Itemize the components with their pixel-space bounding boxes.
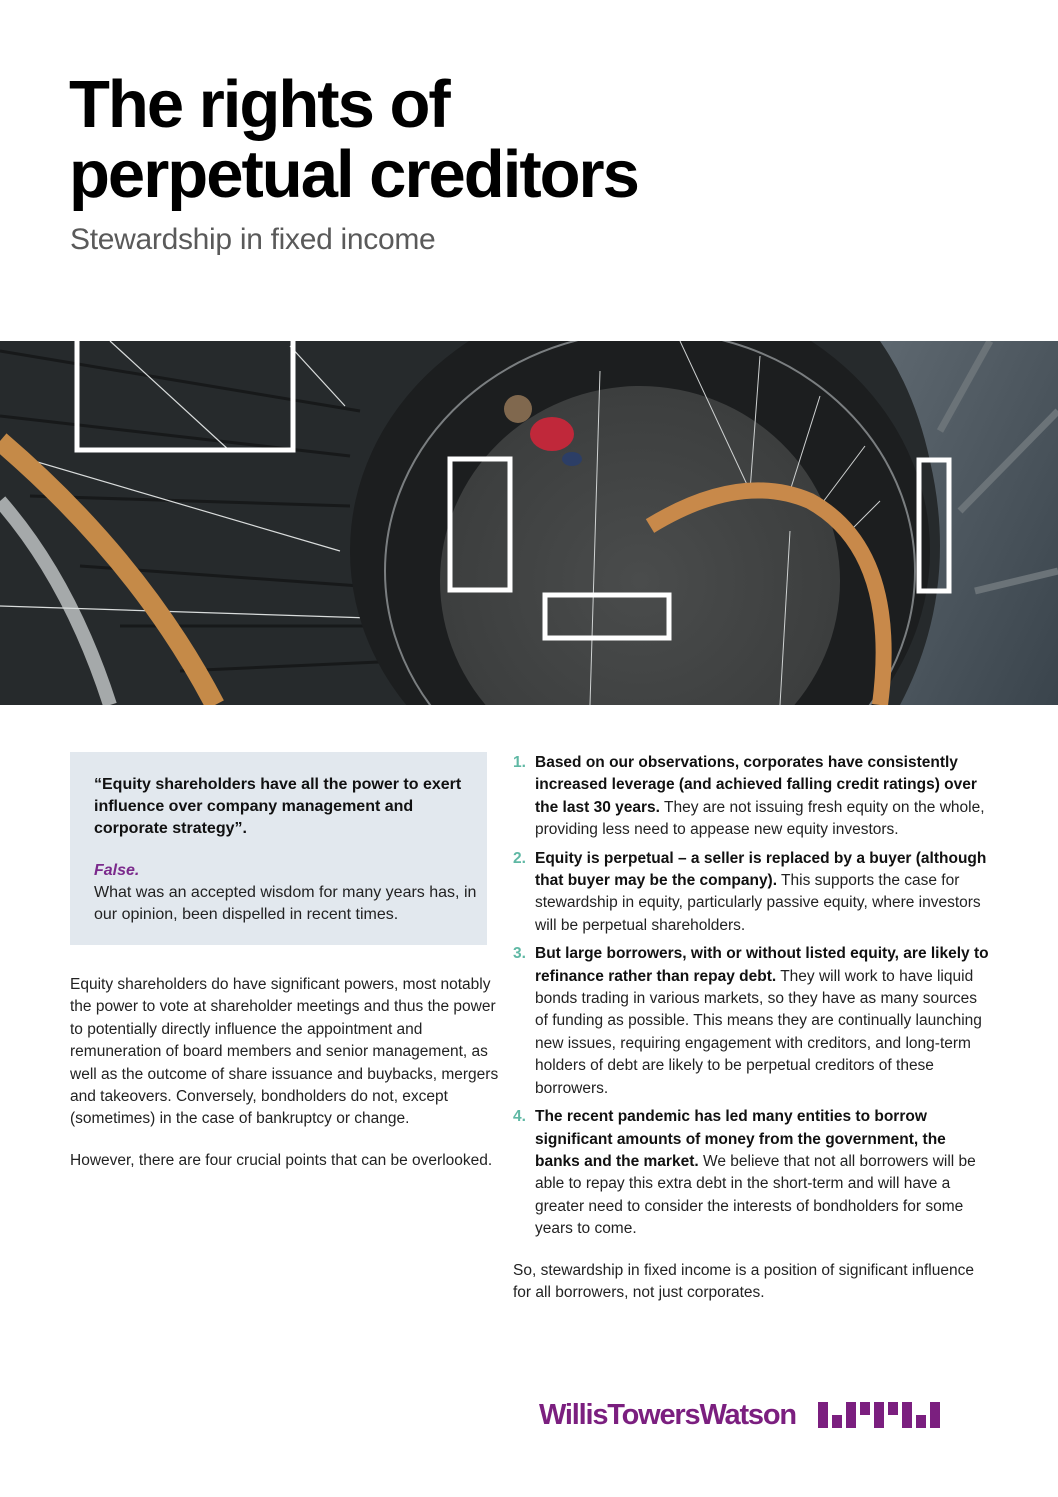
logo-bar (888, 1402, 898, 1415)
logo-bar (930, 1402, 940, 1428)
point-text: They will work to have liquid bonds trading in various markets, so they have as many sources of funding as possible. This means they are continually launching new issues, requiring engagement with creditors, and long-term holders of debt are likely to be perpetual creditors of these borrowers. (535, 967, 982, 1097)
points-list (513, 752, 993, 1241)
point-text: We believe that not all borrowers will be able to repay this extra debt in the short-term and will have a greater need to consider the interests of bondholders for some years to come. (535, 1152, 976, 1238)
point-text: This supports the case for stewardship in equity, particularly passive equity, where investors will be perpetual shareholders. (535, 872, 981, 934)
intro-paragraph: Equity shareholders do have significant powers, most notably the power to vote at shareholder meetings and thus the power to potentially directly influence the appointment and remuneration of board members and senior management, as well as the outcome of share issuance and buybacks, mergers and takeovers. Conversely, bondholders do not, except (sometimes) in the case of bankruptcy or change. (70, 976, 499, 1128)
logo-bar (818, 1402, 828, 1428)
point-number: 2. (513, 849, 526, 867)
logo-bar (874, 1402, 884, 1428)
logo-bar (902, 1402, 912, 1428)
closing-paragraph: So, stewardship in fixed income is a position of significant influence for all borrowers, not just corporates. (513, 1261, 974, 1301)
point-heading: The recent pandemic has led many entities to borrow significant amounts of money from the government, the banks and the market. (535, 1108, 946, 1170)
title-line-2: perpetual creditors (69, 137, 638, 212)
intro-paragraph: However, there are four crucial points that can be overlooked. (70, 1151, 493, 1169)
page-subtitle: Stewardship in fixed income (70, 223, 436, 256)
point-item (513, 1106, 993, 1240)
logo-bar (832, 1415, 842, 1428)
hero-image (0, 341, 1058, 705)
point-item (513, 752, 993, 842)
point-text: They are not issuing fresh equity on the whole, providing less need to appease new equity investors. (535, 798, 985, 839)
logo-wordmark: WillisTowersWatson (539, 1399, 796, 1431)
point-number: 1. (513, 754, 526, 771)
spiral-staircase-photo-icon (0, 341, 1058, 705)
logo-bar (916, 1415, 926, 1428)
point-heading: Equity is perpetual – a seller is replaced by a buyer (although that buyer may be the company). (535, 849, 987, 890)
myth-quote: “Equity shareholders have all the power to exert influence over company management and corporate strategy”. (94, 776, 462, 837)
myth-callout-box (70, 752, 487, 945)
point-number: 4. (513, 1108, 526, 1126)
point-heading: But large borrowers, with or without listed equity, are likely to refinance rather than repay debt. (535, 945, 989, 985)
logo-bar (860, 1402, 870, 1415)
point-heading: Based on our observations, corporates have consistently increased leverage (and achieved falling credit ratings) over the last 30 years. (535, 754, 977, 816)
logo-bars-icon (818, 1402, 940, 1428)
point-item (513, 848, 993, 938)
logo-bar (846, 1402, 856, 1428)
title-line-1: The rights of (69, 67, 449, 142)
point-item (513, 943, 993, 1100)
page-title (69, 67, 638, 212)
myth-explanation: What was an accepted wisdom for many years has, in our opinion, been dispelled in recent times. (94, 884, 477, 923)
company-logo (539, 1399, 940, 1431)
points-column (513, 752, 993, 1304)
intro-body (70, 974, 500, 1191)
point-number: 3. (513, 945, 526, 963)
myth-verdict: False. (94, 862, 140, 879)
